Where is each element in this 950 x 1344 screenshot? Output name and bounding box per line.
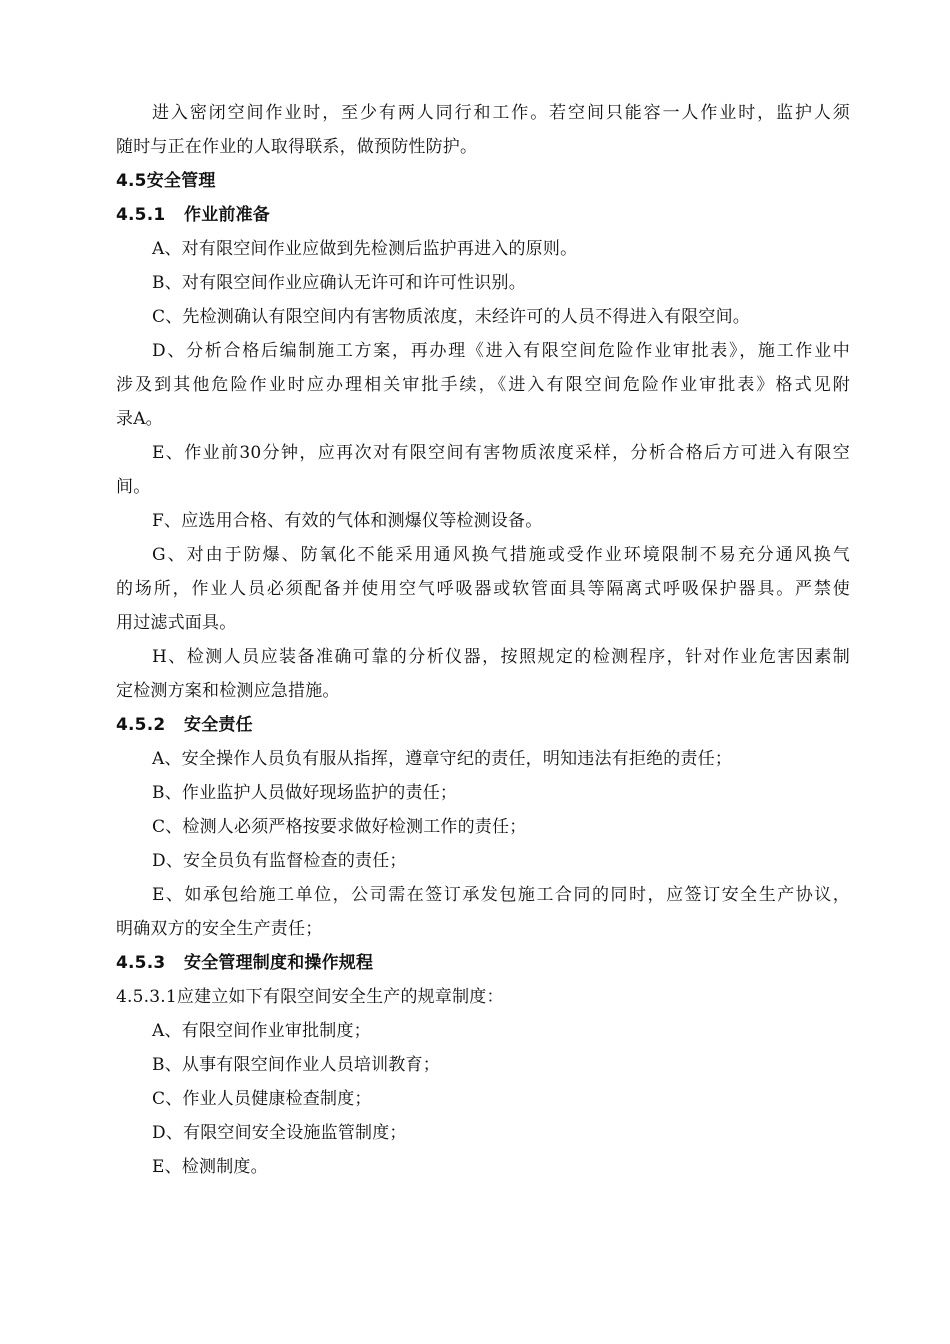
section-title: 安全管理 — [146, 171, 216, 191]
section-number: 4.5 — [116, 171, 147, 191]
section-title: 作业前准备 — [184, 205, 270, 225]
list-item-continuation: 定检测方案和检测应急措施。 — [116, 681, 340, 701]
section-heading-4-5 — [116, 164, 850, 198]
list-item-continuation: 的场所，作业人员必须配备并使用空气呼吸器或软管面具等隔离式呼吸保护器具。严禁使 — [116, 579, 850, 599]
paragraph-line: 进入密闭空间作业时，至少有两人同行和工作。若空间只能容一人作业时，监护人须 — [152, 103, 850, 123]
subsection-intro: 4.5.3.1应建立如下有限空间安全生产的规章制度： — [116, 987, 504, 1007]
list-item: D、有限空间安全设施监管制度； — [152, 1123, 407, 1143]
section-heading-4-5-1 — [116, 198, 850, 232]
list-item: B、从事有限空间作业人员培训教育； — [152, 1055, 440, 1075]
section-number: 4.5.3 — [116, 953, 166, 973]
document-page — [116, 96, 850, 1184]
list-item-continuation: 录A。 — [116, 409, 163, 429]
list-item: G、对由于防爆、防氧化不能采用通风换气措施或受作业环境限制不易充分通风换气 — [152, 545, 850, 565]
list-item: A、对有限空间作业应做到先检测后监护再进入的原则。 — [152, 239, 578, 259]
paragraph-line: 随时与正在作业的人取得联系，做预防性防护。 — [116, 137, 478, 157]
list-item-continuation: 涉及到其他危险作业时应办理相关审批手续，《进入有限空间危险作业审批表》格式见附 — [116, 375, 850, 395]
list-item: A、安全操作人员负有服从指挥，遵章守纪的责任，明知违法有拒绝的责任； — [152, 749, 733, 769]
list-item: C、检测人必须严格按要求做好检测工作的责任； — [152, 817, 527, 837]
list-item-continuation: 明确双方的安全生产责任； — [116, 919, 323, 939]
list-item: B、作业监护人员做好现场监护的责任； — [152, 783, 458, 803]
section-number: 4.5.1 — [116, 205, 166, 225]
list-item: E、如承包给施工单位，公司需在签订承发包施工合同的同时，应签订安全生产协议， — [152, 885, 850, 905]
list-item: C、作业人员健康检查制度； — [152, 1089, 372, 1109]
list-item: D、安全员负有监督检查的责任； — [152, 851, 407, 871]
section-title: 安全管理制度和操作规程 — [184, 953, 374, 973]
list-item: H、检测人员应装备准确可靠的分析仪器，按照规定的检测程序，针对作业危害因素制 — [152, 647, 850, 667]
list-item: C、先检测确认有限空间内有害物质浓度，未经许可的人员不得进入有限空间。 — [152, 307, 751, 327]
list-item-continuation: 用过滤式面具。 — [116, 613, 237, 633]
list-item: E、检测制度。 — [152, 1157, 268, 1177]
list-item-continuation: 间。 — [116, 477, 151, 497]
list-item: B、对有限空间作业应确认无许可和许可性识别。 — [152, 273, 526, 293]
list-item: A、有限空间作业审批制度； — [152, 1021, 371, 1041]
list-item: F、应选用合格、有效的气体和测爆仪等检测设备。 — [152, 511, 543, 531]
section-heading-4-5-3 — [116, 946, 850, 980]
section-number: 4.5.2 — [116, 715, 166, 735]
list-item: D、分析合格后编制施工方案，再办理《进入有限空间危险作业审批表》，施工作业中 — [152, 341, 850, 361]
section-title: 安全责任 — [184, 715, 253, 735]
section-heading-4-5-2 — [116, 708, 850, 742]
list-item: E、作业前30分钟，应再次对有限空间有害物质浓度采样，分析合格后方可进入有限空 — [152, 443, 850, 463]
